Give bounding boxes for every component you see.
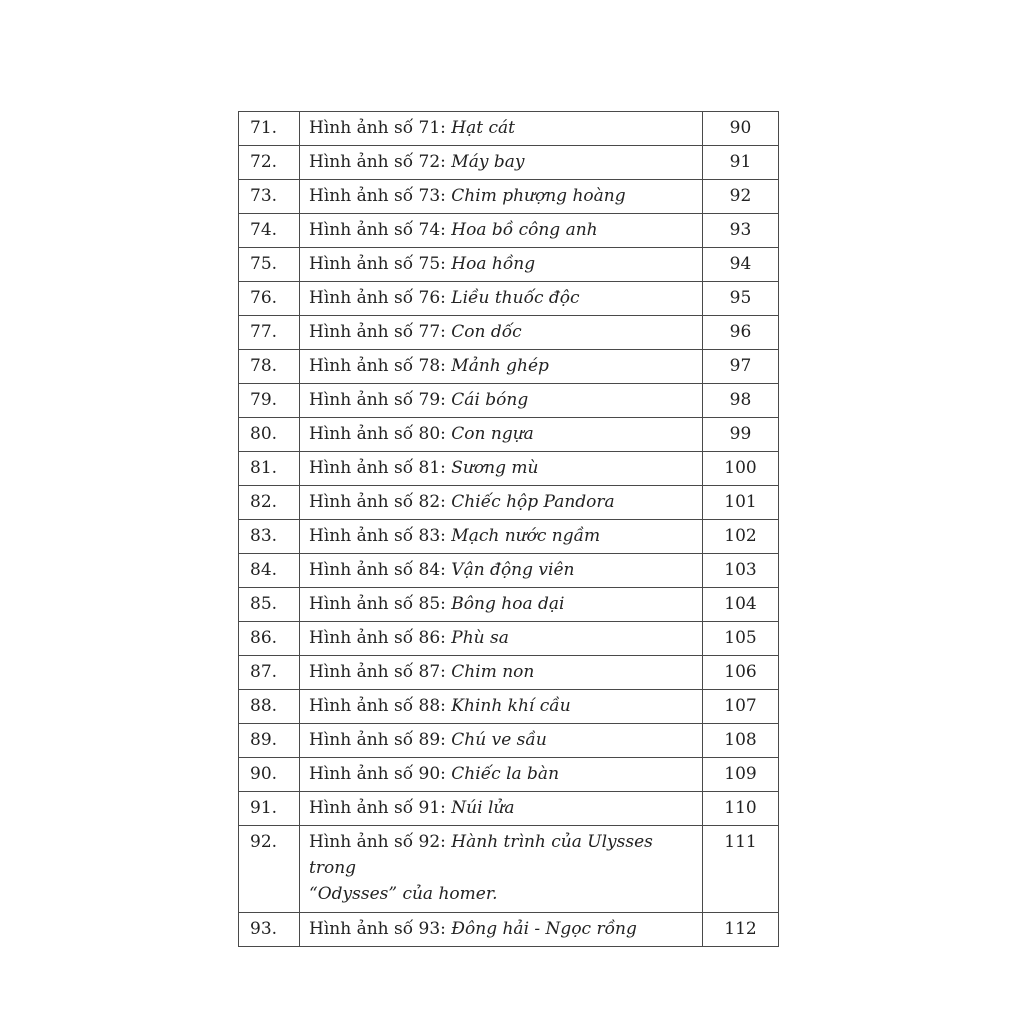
table-row bbox=[239, 622, 779, 656]
title-name: Con dốc bbox=[451, 322, 522, 342]
title-prefix: Hình ảnh số 78: bbox=[309, 356, 446, 376]
table-row bbox=[239, 554, 779, 588]
title-prefix: Hình ảnh số 74: bbox=[309, 220, 446, 240]
row-number: 83. bbox=[239, 520, 300, 554]
table-row bbox=[239, 282, 779, 316]
table-row bbox=[239, 758, 779, 792]
title-prefix: Hình ảnh số 71: bbox=[309, 118, 446, 138]
row-title bbox=[300, 758, 703, 792]
table-row bbox=[239, 248, 779, 282]
row-title bbox=[300, 384, 703, 418]
table-row bbox=[239, 146, 779, 180]
table-row bbox=[239, 112, 779, 146]
table-row bbox=[239, 792, 779, 826]
row-page: 109 bbox=[703, 758, 779, 792]
row-title bbox=[300, 792, 703, 826]
row-number: 84. bbox=[239, 554, 300, 588]
table-row bbox=[239, 316, 779, 350]
row-number: 82. bbox=[239, 486, 300, 520]
title-prefix: Hình ảnh số 75: bbox=[309, 254, 446, 274]
title-name: Hoa bồ công anh bbox=[451, 220, 598, 240]
table-row bbox=[239, 520, 779, 554]
row-number: 76. bbox=[239, 282, 300, 316]
title-prefix: Hình ảnh số 93: bbox=[309, 919, 446, 939]
title-prefix: Hình ảnh số 83: bbox=[309, 526, 446, 546]
title-prefix: Hình ảnh số 89: bbox=[309, 730, 446, 750]
row-number: 75. bbox=[239, 248, 300, 282]
toc-body bbox=[239, 112, 779, 947]
table-row bbox=[239, 724, 779, 758]
row-number: 80. bbox=[239, 418, 300, 452]
table-row bbox=[239, 350, 779, 384]
table-row bbox=[239, 588, 779, 622]
title-name: Sương mù bbox=[451, 458, 539, 478]
title-name: Hoa hồng bbox=[451, 254, 536, 274]
title-name: Chiếc hộp Pandora bbox=[451, 492, 615, 512]
row-title bbox=[300, 588, 703, 622]
row-page: 110 bbox=[703, 792, 779, 826]
title-prefix: Hình ảnh số 87: bbox=[309, 662, 446, 682]
row-page: 90 bbox=[703, 112, 779, 146]
row-title bbox=[300, 282, 703, 316]
title-name: Chim phượng hoàng bbox=[451, 186, 626, 206]
table-row bbox=[239, 180, 779, 214]
table-row bbox=[239, 452, 779, 486]
row-number: 89. bbox=[239, 724, 300, 758]
table-row bbox=[239, 418, 779, 452]
row-title bbox=[300, 826, 703, 913]
row-page: 101 bbox=[703, 486, 779, 520]
row-title bbox=[300, 520, 703, 554]
row-page: 104 bbox=[703, 588, 779, 622]
row-number: 81. bbox=[239, 452, 300, 486]
row-page: 112 bbox=[703, 913, 779, 947]
row-title bbox=[300, 316, 703, 350]
row-page: 93 bbox=[703, 214, 779, 248]
row-page: 102 bbox=[703, 520, 779, 554]
title-name: Bông hoa dại bbox=[451, 594, 565, 614]
table-row bbox=[239, 913, 779, 947]
row-number: 73. bbox=[239, 180, 300, 214]
title-prefix: Hình ảnh số 86: bbox=[309, 628, 446, 648]
row-number: 79. bbox=[239, 384, 300, 418]
row-page: 94 bbox=[703, 248, 779, 282]
title-name: Núi lửa bbox=[451, 798, 515, 818]
title-prefix: Hình ảnh số 79: bbox=[309, 390, 446, 410]
title-name: Chú ve sầu bbox=[451, 730, 547, 750]
row-title bbox=[300, 146, 703, 180]
title-name: Liều thuốc độc bbox=[451, 288, 580, 308]
row-number: 91. bbox=[239, 792, 300, 826]
title-prefix: Hình ảnh số 91: bbox=[309, 798, 446, 818]
title-prefix: Hình ảnh số 84: bbox=[309, 560, 446, 580]
row-title bbox=[300, 452, 703, 486]
row-page: 108 bbox=[703, 724, 779, 758]
row-title bbox=[300, 486, 703, 520]
title-prefix: Hình ảnh số 82: bbox=[309, 492, 446, 512]
row-title bbox=[300, 913, 703, 947]
row-page: 103 bbox=[703, 554, 779, 588]
title-name: Máy bay bbox=[451, 152, 525, 172]
row-page: 96 bbox=[703, 316, 779, 350]
title-name: Vận động viên bbox=[451, 560, 575, 580]
row-title bbox=[300, 180, 703, 214]
table-of-contents bbox=[238, 111, 779, 947]
row-title bbox=[300, 214, 703, 248]
row-title bbox=[300, 622, 703, 656]
row-number: 71. bbox=[239, 112, 300, 146]
row-page: 99 bbox=[703, 418, 779, 452]
row-page: 98 bbox=[703, 384, 779, 418]
title-prefix: Hình ảnh số 80: bbox=[309, 424, 446, 444]
title-name: Phù sa bbox=[451, 628, 509, 648]
table-row bbox=[239, 826, 779, 913]
title-prefix: Hình ảnh số 90: bbox=[309, 764, 446, 784]
title-name: Mạch nước ngầm bbox=[451, 526, 601, 546]
row-page: 95 bbox=[703, 282, 779, 316]
row-title bbox=[300, 112, 703, 146]
title-name: Mảnh ghép bbox=[451, 356, 549, 376]
title-prefix: Hình ảnh số 81: bbox=[309, 458, 446, 478]
title-prefix: Hình ảnh số 73: bbox=[309, 186, 446, 206]
row-title bbox=[300, 248, 703, 282]
table-row bbox=[239, 214, 779, 248]
row-number: 86. bbox=[239, 622, 300, 656]
title-prefix: Hình ảnh số 76: bbox=[309, 288, 446, 308]
row-page: 107 bbox=[703, 690, 779, 724]
row-number: 72. bbox=[239, 146, 300, 180]
row-title bbox=[300, 418, 703, 452]
row-number: 93. bbox=[239, 913, 300, 947]
row-title bbox=[300, 724, 703, 758]
table-row bbox=[239, 656, 779, 690]
title-name: Chim non bbox=[451, 662, 535, 682]
title-prefix: Hình ảnh số 85: bbox=[309, 594, 446, 614]
title-name: Cái bóng bbox=[451, 390, 529, 410]
title-name: Đông hải - Ngọc rồng bbox=[451, 919, 637, 939]
row-number: 87. bbox=[239, 656, 300, 690]
row-page: 100 bbox=[703, 452, 779, 486]
title-prefix: Hình ảnh số 92: bbox=[309, 832, 446, 852]
title-name: Hạt cát bbox=[451, 118, 515, 138]
table-row bbox=[239, 384, 779, 418]
row-title bbox=[300, 554, 703, 588]
row-page: 105 bbox=[703, 622, 779, 656]
title-line-1 bbox=[309, 829, 702, 881]
table-row bbox=[239, 486, 779, 520]
row-number: 85. bbox=[239, 588, 300, 622]
title-name: Hành trình của Ulysses trong bbox=[309, 832, 653, 878]
row-page: 91 bbox=[703, 146, 779, 180]
title-name: Con ngựa bbox=[451, 424, 534, 444]
row-page: 92 bbox=[703, 180, 779, 214]
title-prefix: Hình ảnh số 88: bbox=[309, 696, 446, 716]
row-number: 92. bbox=[239, 826, 300, 913]
row-number: 77. bbox=[239, 316, 300, 350]
title-name: Chiếc la bàn bbox=[451, 764, 560, 784]
title-prefix: Hình ảnh số 77: bbox=[309, 322, 446, 342]
title-name-continued: “Odysses” của homer. bbox=[309, 884, 498, 904]
row-title bbox=[300, 656, 703, 690]
row-number: 88. bbox=[239, 690, 300, 724]
row-number: 90. bbox=[239, 758, 300, 792]
row-title bbox=[300, 350, 703, 384]
row-number: 74. bbox=[239, 214, 300, 248]
row-number: 78. bbox=[239, 350, 300, 384]
title-prefix: Hình ảnh số 72: bbox=[309, 152, 446, 172]
row-title bbox=[300, 690, 703, 724]
row-page: 106 bbox=[703, 656, 779, 690]
row-page: 97 bbox=[703, 350, 779, 384]
title-name: Khinh khí cầu bbox=[451, 696, 571, 716]
table-row bbox=[239, 690, 779, 724]
row-page: 111 bbox=[703, 826, 779, 913]
